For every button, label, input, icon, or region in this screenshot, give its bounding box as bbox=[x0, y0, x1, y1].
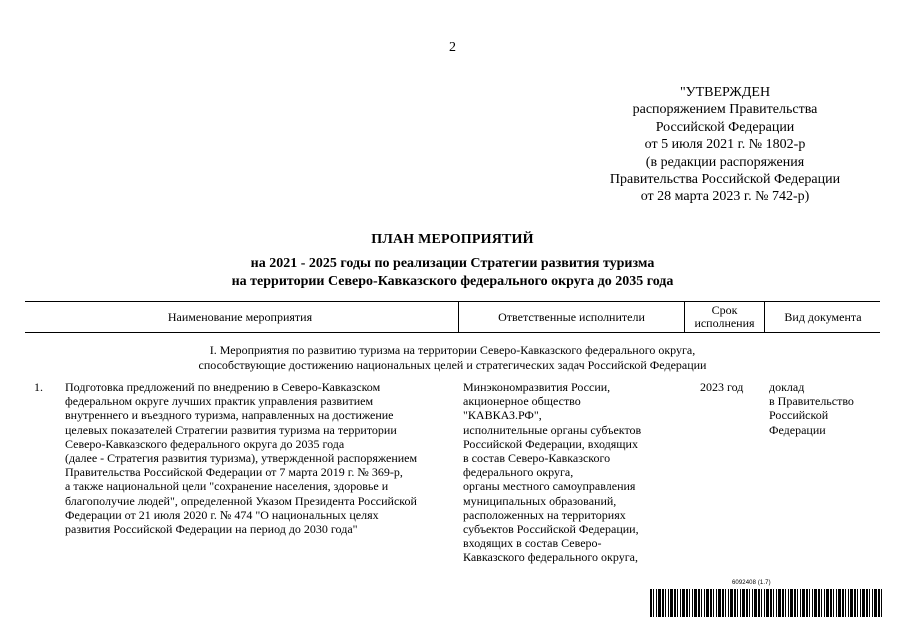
row-responsible-line: акционерное общество bbox=[463, 394, 581, 409]
row-document-line: Российской bbox=[769, 408, 829, 423]
row-name-line: федеральном округе лучших практик управления развитием bbox=[65, 394, 374, 409]
plan-subtitle-line: на 2021 - 2025 годы по реализации Стратегии развития туризма bbox=[250, 256, 655, 271]
approval-line: от 28 марта 2023 г. № 742-р) bbox=[640, 189, 810, 205]
document-barcode bbox=[650, 580, 883, 620]
row-name-line: а также национальной цели "сохранение населения, здоровье и bbox=[65, 479, 389, 494]
section-heading-line: способствующие достижению национальных целей и стратегических задач Российской Федерации bbox=[198, 357, 707, 372]
header-term-line: Срок bbox=[711, 303, 738, 317]
approval-line: от 5 июля 2021 г. № 1802-р bbox=[644, 137, 806, 153]
header-responsible: Ответственные исполнители bbox=[458, 302, 684, 332]
section-heading-line: I. Мероприятия по развитию туризма на территории Северо-Кавказского федерального округа, bbox=[209, 343, 696, 357]
table-header bbox=[25, 301, 880, 333]
row-document-type bbox=[769, 380, 879, 437]
row-responsible-line: Российской Федерации, входящих bbox=[463, 436, 638, 451]
page-number: 2 bbox=[449, 40, 456, 55]
row-responsible-line: муниципальных образований, bbox=[463, 493, 617, 508]
row-responsible-line: органы местного самоуправления bbox=[463, 479, 636, 494]
row-name-line: (далее - Стратегия развития туризма), утвержденной распоряжением bbox=[65, 451, 418, 466]
row-name-line: Подготовка предложений по внедрению в Северо-Кавказском bbox=[65, 380, 381, 394]
row-responsible-line: входящих в состав Северо- bbox=[463, 536, 602, 551]
approval-line: Правительства Российской Федерации bbox=[609, 172, 841, 188]
row-document-line: Федерации bbox=[769, 422, 826, 437]
plan-subtitle bbox=[0, 255, 905, 291]
row-responsible bbox=[463, 380, 673, 565]
row-number: 1. bbox=[34, 380, 43, 394]
row-document-line: доклад bbox=[769, 380, 805, 394]
row-responsible-line: Кавказского федерального округа, bbox=[463, 550, 638, 565]
row-responsible-line: расположенных на территориях bbox=[463, 507, 626, 522]
row-name-line: целевых показателей Стратегии развития туризма на территории bbox=[65, 422, 397, 437]
row-document-line: в Правительство bbox=[769, 394, 854, 409]
row-responsible-line: "КАВКАЗ.РФ", bbox=[463, 408, 542, 423]
approval-line: Российской Федерации bbox=[655, 119, 795, 135]
header-term-line: исполнения bbox=[694, 316, 755, 330]
row-activity-name bbox=[65, 380, 455, 536]
header-term bbox=[684, 302, 764, 332]
row-name-line: Северо-Кавказского федерального округа до 2035 года bbox=[65, 436, 345, 451]
row-responsible-line: Минэкономразвития России, bbox=[463, 380, 611, 394]
row-name-line: Правительства Российской Федерации от 7 марта 2019 г. № 369-р, bbox=[65, 465, 403, 480]
row-responsible-line: в состав Северо-Кавказского bbox=[463, 451, 611, 466]
barcode-icon bbox=[650, 589, 883, 617]
row-name-line: Федерации от 21 июля 2020 г. № 474 "О национальных целях bbox=[65, 507, 379, 522]
approval-line: распоряжением Правительства bbox=[632, 102, 818, 118]
section-heading bbox=[25, 343, 880, 372]
row-name-line: развития Российской Федерации на период до 2030 года" bbox=[65, 522, 358, 537]
row-name-line: внутреннего и въездного туризма, направленных на достижение bbox=[65, 408, 394, 423]
header-document: Вид документа bbox=[764, 302, 881, 332]
row-responsible-line: исполнительные органы субъектов bbox=[463, 422, 642, 437]
row-name-line: благополучие людей", определенной Указом Президента Российской bbox=[65, 493, 417, 508]
approval-line: (в редакции распоряжения bbox=[645, 154, 805, 170]
barcode-code: 6092408 (1.7) bbox=[732, 580, 771, 586]
row-responsible-line: федерального округа, bbox=[463, 465, 574, 480]
row-term: 2023 год bbox=[700, 380, 744, 394]
approval-stamp bbox=[560, 84, 890, 206]
plan-title: ПЛАН МЕРОПРИЯТИЙ bbox=[371, 232, 534, 247]
header-name: Наименование мероприятия bbox=[167, 309, 313, 324]
plan-subtitle-line: на территории Северо-Кавказского федерального округа до 2035 года bbox=[231, 274, 674, 289]
approval-line: "УТВЕРЖДЕН bbox=[679, 85, 771, 100]
row-responsible-line: субъектов Российской Федерации, bbox=[463, 522, 639, 537]
